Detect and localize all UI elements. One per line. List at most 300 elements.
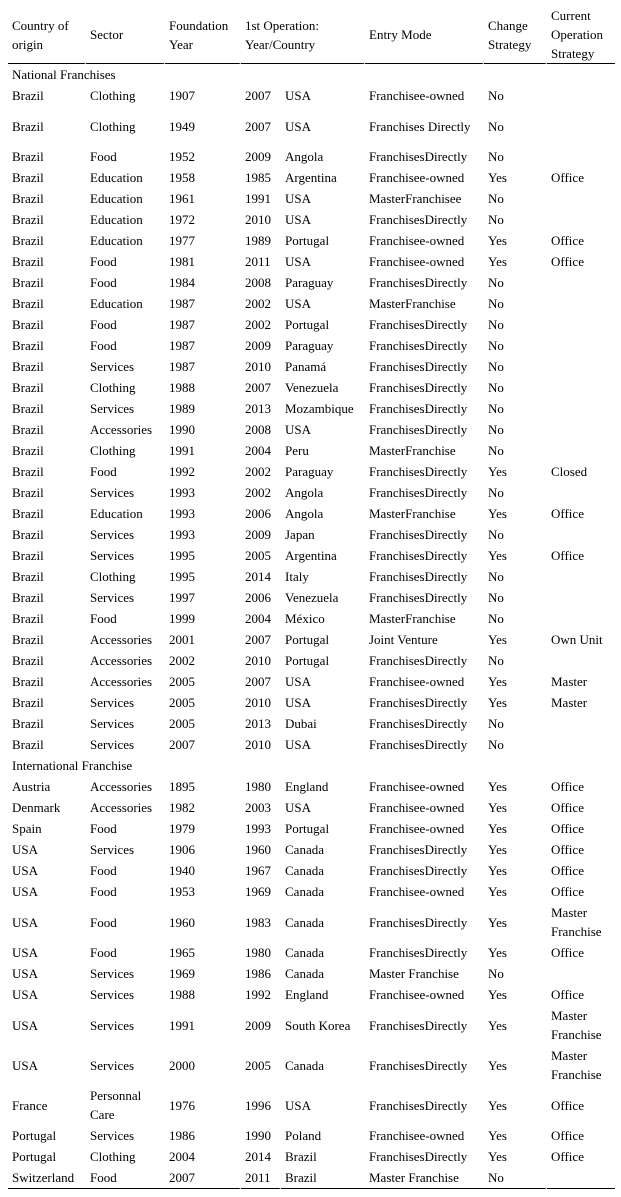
table-row: [8, 293, 615, 314]
cell-current-strategy: [547, 608, 615, 629]
cell-first-op-country: Canada: [285, 884, 324, 899]
cell-current-strategy: Office: [551, 800, 584, 815]
cell-foundation-year: 1972: [169, 212, 195, 227]
cell-first-op-country: Canada: [285, 842, 324, 857]
cell-first-op-country: México: [285, 611, 325, 626]
cell-change-strategy: Yes: [488, 506, 507, 521]
cell-entry-mode: FranchisesDirectly: [369, 863, 468, 878]
cell-first-op-country: USA: [285, 737, 312, 752]
cell-foundation-year: 2007: [169, 737, 195, 752]
cell-country: Brazil: [12, 149, 44, 164]
cell-change-strategy: No: [484, 1167, 547, 1189]
cell-country: France: [12, 1097, 48, 1113]
cell-change-strategy: Yes: [488, 779, 507, 794]
cell-foundation-year: 2002: [169, 653, 195, 668]
table-row: [8, 545, 615, 566]
cell-first-op-year: 2009: [245, 1017, 271, 1033]
cell-entry-mode: Franchisee-owned: [369, 674, 465, 689]
cell-first-op-year: 2013: [245, 401, 271, 416]
cell-current-strategy: Master Franchise: [551, 1008, 602, 1042]
table-row: [8, 167, 615, 188]
table-row: [8, 85, 615, 106]
cell-sector: Services: [90, 1128, 135, 1143]
table-row: [8, 524, 615, 545]
cell-current-strategy: [547, 398, 615, 419]
cell-country: USA: [12, 1057, 39, 1073]
cell-foundation-year: 2007: [165, 1167, 241, 1189]
cell-first-op-year: 1990: [245, 1128, 271, 1143]
cell-entry-mode: FranchisesDirectly: [369, 1017, 468, 1033]
cell-country: USA: [12, 914, 39, 930]
cell-foundation-year: 1987: [169, 317, 195, 332]
cell-current-strategy: Closed: [551, 464, 588, 479]
cell-country: USA: [12, 842, 39, 857]
cell-entry-mode: FranchisesDirectly: [369, 422, 468, 437]
table-row: [8, 272, 615, 293]
cell-current-strategy: Office: [551, 884, 584, 899]
table-row: [8, 482, 615, 503]
cell-first-op-year: 2007: [245, 674, 271, 689]
cell-current-strategy: [547, 209, 615, 230]
cell-country: Brazil: [12, 716, 44, 731]
table-row: [8, 860, 615, 881]
cell-first-op-country: USA: [285, 422, 312, 437]
cell-current-strategy: [547, 963, 615, 984]
cell-first-op-country: Japan: [285, 527, 315, 542]
cell-change-strategy: No: [488, 118, 504, 134]
table-row: [8, 566, 615, 587]
cell-country: Brazil: [12, 653, 44, 668]
cell-entry-mode: FranchisesDirectly: [369, 527, 468, 542]
cell-current-strategy: Office: [551, 863, 584, 878]
cell-entry-mode: MasterFranchise: [369, 611, 456, 626]
cell-foundation-year: 1999: [169, 611, 195, 626]
cell-entry-mode: FranchisesDirectly: [369, 338, 468, 353]
cell-sector: Services: [90, 1057, 135, 1073]
table-row: [8, 146, 615, 167]
cell-change-strategy: No: [488, 212, 504, 227]
cell-foundation-year: 1988: [169, 987, 195, 1002]
cell-foundation-year: 2005: [169, 674, 195, 689]
cell-sector: Food: [90, 317, 117, 332]
cell-foundation-year: 1977: [169, 233, 195, 248]
cell-sector: Services: [90, 485, 135, 500]
table-row: [8, 1146, 615, 1167]
cell-current-strategy: [547, 356, 615, 377]
table-row: [8, 1167, 615, 1189]
franchise-table-container: [8, 6, 615, 1189]
header-country-of-origin: Country of origin: [8, 6, 86, 64]
cell-first-op-country: USA: [285, 695, 312, 710]
cell-current-strategy: Master: [551, 695, 588, 710]
cell-country: Brazil: [12, 118, 44, 134]
cell-current-strategy: [547, 482, 615, 503]
cell-current-strategy: Office: [551, 945, 584, 960]
cell-current-strategy: [547, 440, 615, 461]
cell-change-strategy: Yes: [488, 987, 507, 1002]
cell-entry-mode: Master Franchise: [369, 966, 459, 981]
cell-first-op-country: Italy: [285, 569, 309, 584]
cell-first-op-year: 2014: [245, 1149, 271, 1164]
cell-entry-mode: Franchisee-owned: [369, 1128, 465, 1143]
table-row: [8, 671, 615, 692]
cell-first-op-country: England: [285, 987, 329, 1002]
cell-current-strategy: Office: [551, 233, 584, 248]
cell-sector: Food: [90, 464, 117, 479]
cell-change-strategy: No: [488, 737, 504, 752]
cell-first-op-year: 1992: [245, 987, 271, 1002]
cell-current-strategy: Office: [551, 1128, 584, 1143]
cell-country: Brazil: [12, 443, 44, 458]
cell-sector: Food: [86, 1167, 165, 1189]
cell-country: Brazil: [12, 275, 44, 290]
cell-foundation-year: 1953: [169, 884, 195, 899]
cell-foundation-year: 1987: [169, 359, 195, 374]
cell-sector: Clothing: [90, 88, 136, 103]
cell-entry-mode: FranchisesDirectly: [369, 945, 468, 960]
table-row: [8, 713, 615, 734]
cell-first-op-year: 1967: [245, 863, 271, 878]
cell-country: Brazil: [12, 611, 44, 626]
cell-current-strategy: [547, 146, 615, 167]
cell-entry-mode: FranchisesDirectly: [369, 1149, 468, 1164]
cell-sector: Clothing: [90, 1149, 136, 1164]
cell-current-strategy: [547, 188, 615, 209]
cell-sector: Education: [90, 233, 143, 248]
cell-change-strategy: No: [488, 275, 504, 290]
cell-current-strategy: Master Franchise: [551, 905, 602, 939]
cell-country: Brazil: [12, 170, 44, 185]
cell-current-strategy: Own Unit: [551, 632, 603, 647]
table-row: [8, 776, 615, 797]
cell-sector: Accessories: [90, 674, 153, 689]
cell-entry-mode: MasterFranchise: [369, 506, 456, 521]
cell-entry-mode: FranchisesDirectly: [369, 1057, 468, 1073]
cell-sector: Clothing: [90, 380, 136, 395]
cell-sector: Education: [90, 296, 143, 311]
cell-foundation-year: 1952: [169, 149, 195, 164]
cell-entry-mode: MasterFranchise: [369, 443, 456, 458]
section-row: [8, 64, 615, 85]
cell-country: USA: [12, 966, 39, 981]
cell-first-op-country: Portugal: [285, 632, 330, 647]
cell-current-strategy: [547, 419, 615, 440]
cell-foundation-year: 1997: [169, 590, 195, 605]
cell-current-strategy: [547, 272, 615, 293]
cell-sector: Food: [90, 611, 117, 626]
cell-entry-mode: FranchisesDirectly: [369, 485, 468, 500]
cell-foundation-year: 2005: [169, 716, 195, 731]
cell-entry-mode: MasterFranchise: [369, 296, 456, 311]
cell-change-strategy: No: [488, 88, 504, 103]
cell-current-strategy: [547, 85, 615, 106]
cell-sector: Services: [90, 737, 135, 752]
franchise-table: [8, 6, 615, 1189]
cell-sector: Food: [90, 884, 117, 899]
table-row: [8, 984, 615, 1005]
cell-change-strategy: Yes: [488, 1097, 507, 1113]
cell-current-strategy: [547, 293, 615, 314]
cell-country: Brazil: [12, 212, 44, 227]
cell-sector: Education: [90, 170, 143, 185]
cell-change-strategy: Yes: [488, 1057, 507, 1073]
table-row: [8, 629, 615, 650]
header-entry-mode: Entry Mode: [365, 6, 484, 64]
cell-entry-mode: FranchisesDirectly: [369, 1097, 468, 1113]
cell-sector: Services: [90, 359, 135, 374]
cell-foundation-year: 1895: [169, 779, 195, 794]
cell-first-op-country: Angola: [285, 506, 324, 521]
cell-first-op-country: USA: [285, 118, 312, 134]
cell-first-op-country: Peru: [285, 443, 309, 458]
cell-first-op-year: 2010: [245, 212, 271, 227]
table-row: [8, 587, 615, 608]
cell-first-op-year: 1996: [245, 1097, 271, 1113]
cell-first-op-country: England: [285, 779, 329, 794]
cell-entry-mode: FranchisesDirectly: [369, 695, 468, 710]
cell-first-op-country: USA: [285, 1097, 312, 1113]
cell-country: Brazil: [12, 380, 44, 395]
cell-sector: Accessories: [90, 632, 153, 647]
cell-first-op-year: 2009: [245, 338, 271, 353]
cell-foundation-year: 1990: [169, 422, 195, 437]
cell-current-strategy: Office: [551, 842, 584, 857]
cell-change-strategy: No: [488, 317, 504, 332]
cell-current-strategy: Office: [551, 821, 584, 836]
cell-first-op-year: 2010: [245, 737, 271, 752]
cell-entry-mode: FranchisesDirectly: [369, 401, 468, 416]
cell-foundation-year: 1987: [169, 338, 195, 353]
cell-sector: Food: [90, 914, 117, 930]
table-row: [8, 209, 615, 230]
cell-first-op-country: USA: [285, 191, 312, 206]
cell-first-op-country: Canada: [285, 1057, 324, 1073]
cell-sector: Services: [90, 716, 135, 731]
cell-first-op-year: 2010: [245, 695, 271, 710]
cell-foundation-year: 1992: [169, 464, 195, 479]
cell-entry-mode: Joint Venture: [369, 632, 438, 647]
cell-change-strategy: No: [488, 716, 504, 731]
cell-entry-mode: FranchisesDirectly: [369, 653, 468, 668]
cell-foundation-year: 1906: [169, 842, 195, 857]
cell-sector: Food: [90, 821, 117, 836]
cell-first-op-country: Angola: [285, 149, 324, 164]
cell-change-strategy: Yes: [488, 233, 507, 248]
cell-foundation-year: 1940: [169, 863, 195, 878]
cell-entry-mode: Franchisee-owned: [369, 88, 465, 103]
cell-change-strategy: No: [488, 359, 504, 374]
table-row: [8, 251, 615, 272]
cell-first-op-year: 2005: [245, 548, 271, 563]
table-row: [8, 1005, 615, 1045]
cell-country: Brazil: [12, 632, 44, 647]
cell-country: Switzerland: [8, 1167, 86, 1189]
cell-first-op-year: 2002: [245, 485, 271, 500]
cell-first-op-year: 1980: [245, 945, 271, 960]
cell-change-strategy: No: [488, 149, 504, 164]
cell-first-op-country: Paraguay: [285, 338, 334, 353]
cell-sector: Services: [90, 1017, 135, 1033]
cell-first-op-year: 2011: [241, 1167, 281, 1189]
cell-current-strategy: [547, 713, 615, 734]
cell-country: Denmark: [12, 800, 61, 815]
cell-entry-mode: FranchisesDirectly: [369, 737, 468, 752]
cell-entry-mode: FranchisesDirectly: [369, 149, 468, 164]
table-row: [8, 314, 615, 335]
cell-sector: Accessories: [90, 422, 153, 437]
cell-first-op-country: USA: [285, 88, 312, 103]
cell-first-op-year: 2008: [245, 422, 271, 437]
cell-country: USA: [12, 945, 39, 960]
cell-current-strategy: Office: [551, 548, 584, 563]
cell-first-op-country: Mozambique: [285, 401, 354, 416]
cell-entry-mode: FranchisesDirectly: [369, 359, 468, 374]
cell-first-op-year: 1989: [245, 233, 271, 248]
cell-sector: Accessories: [90, 653, 153, 668]
cell-first-op-country: Venezuela: [285, 380, 339, 395]
table-row: [8, 734, 615, 755]
cell-country: Brazil: [12, 548, 44, 563]
cell-foundation-year: 1969: [169, 966, 195, 981]
cell-foundation-year: 1961: [169, 191, 195, 206]
cell-entry-mode: FranchisesDirectly: [369, 569, 468, 584]
cell-sector: Education: [90, 506, 143, 521]
cell-entry-mode: FranchisesDirectly: [369, 275, 468, 290]
cell-sector: Personnal Care: [90, 1088, 142, 1122]
cell-country: Brazil: [12, 527, 44, 542]
cell-country: Brazil: [12, 338, 44, 353]
cell-first-op-country: Canada: [285, 966, 324, 981]
cell-first-op-year: 2014: [245, 569, 271, 584]
cell-entry-mode: FranchisesDirectly: [369, 464, 468, 479]
cell-foundation-year: 1986: [169, 1128, 195, 1143]
cell-change-strategy: No: [488, 296, 504, 311]
table-row: [8, 188, 615, 209]
cell-sector: Accessories: [90, 800, 153, 815]
cell-sector: Food: [90, 254, 117, 269]
cell-first-op-year: 2008: [245, 275, 271, 290]
cell-entry-mode: Franchisee-owned: [369, 779, 465, 794]
cell-entry-mode: Franchisee-owned: [369, 254, 465, 269]
cell-first-op-country: Argentina: [285, 548, 337, 563]
cell-current-strategy: [547, 587, 615, 608]
cell-foundation-year: 1993: [169, 485, 195, 500]
cell-current-strategy: Office: [551, 1097, 584, 1113]
cell-foundation-year: 1991: [169, 443, 195, 458]
cell-entry-mode: Franchisee-owned: [369, 821, 465, 836]
cell-first-op-country: Canada: [285, 945, 324, 960]
cell-first-op-year: 2009: [245, 149, 271, 164]
table-header-row: [8, 6, 615, 64]
cell-first-op-year: 2007: [245, 632, 271, 647]
cell-first-op-year: 2007: [245, 88, 271, 103]
cell-sector: Services: [90, 401, 135, 416]
cell-country: Spain: [12, 821, 42, 836]
table-row: [8, 650, 615, 671]
cell-current-strategy: [547, 566, 615, 587]
cell-change-strategy: Yes: [488, 254, 507, 269]
cell-country: Brazil: [12, 674, 44, 689]
cell-change-strategy: Yes: [488, 170, 507, 185]
cell-first-op-year: 1993: [245, 821, 271, 836]
table-row: [8, 419, 615, 440]
cell-foundation-year: 2000: [169, 1057, 195, 1073]
cell-first-op-country: USA: [285, 254, 312, 269]
cell-country: Brazil: [12, 191, 44, 206]
cell-entry-mode: FranchisesDirectly: [369, 842, 468, 857]
cell-sector: Clothing: [90, 118, 136, 134]
cell-change-strategy: No: [488, 191, 504, 206]
cell-first-op-country: Portugal: [285, 233, 330, 248]
table-row: [8, 356, 615, 377]
cell-entry-mode: FranchisesDirectly: [369, 716, 468, 731]
cell-foundation-year: 2001: [169, 632, 195, 647]
cell-change-strategy: No: [488, 569, 504, 584]
cell-change-strategy: No: [488, 966, 504, 981]
cell-current-strategy: [547, 335, 615, 356]
cell-foundation-year: 2005: [169, 695, 195, 710]
cell-entry-mode: FranchisesDirectly: [369, 380, 468, 395]
cell-current-strategy: [547, 734, 615, 755]
cell-foundation-year: 2004: [169, 1149, 195, 1164]
cell-country: Brazil: [12, 422, 44, 437]
cell-foundation-year: 1949: [169, 118, 195, 134]
table-row: [8, 963, 615, 984]
cell-entry-mode: Franchisee-owned: [369, 170, 465, 185]
cell-country: Brazil: [12, 296, 44, 311]
cell-first-op-year: 2005: [245, 1057, 271, 1073]
cell-first-op-year: 2004: [245, 443, 271, 458]
cell-foundation-year: 1995: [169, 569, 195, 584]
table-row: [8, 398, 615, 419]
cell-first-op-country: Canada: [285, 914, 324, 930]
cell-first-op-year: 1983: [245, 914, 271, 930]
cell-country: Brazil: [12, 233, 44, 248]
section-title: International Franchise: [12, 758, 133, 773]
cell-current-strategy: [547, 650, 615, 671]
cell-change-strategy: Yes: [488, 674, 507, 689]
cell-sector: Services: [90, 695, 135, 710]
cell-first-op-year: 2011: [245, 254, 271, 269]
cell-sector: Clothing: [90, 569, 136, 584]
cell-first-op-country: South Korea: [285, 1017, 351, 1033]
cell-change-strategy: Yes: [488, 1017, 507, 1033]
cell-current-strategy: [547, 524, 615, 545]
table-row: [8, 1125, 615, 1146]
cell-current-strategy: Master Franchise: [551, 1048, 602, 1082]
cell-first-op-year: 1986: [245, 966, 271, 981]
cell-first-op-year: 2002: [245, 317, 271, 332]
cell-sector: Food: [90, 275, 117, 290]
cell-sector: Services: [90, 987, 135, 1002]
cell-first-op-country: Brazil: [285, 1149, 317, 1164]
cell-first-op-year: 2006: [245, 506, 271, 521]
cell-first-op-country: Portugal: [285, 653, 330, 668]
cell-change-strategy: No: [488, 380, 504, 395]
cell-entry-mode: FranchisesDirectly: [369, 590, 468, 605]
cell-entry-mode: Franchisee-owned: [369, 233, 465, 248]
table-body: [8, 64, 615, 1189]
cell-foundation-year: 1981: [169, 254, 195, 269]
cell-entry-mode: MasterFranchisee: [369, 191, 462, 206]
cell-first-op-country: Paraguay: [285, 275, 334, 290]
cell-change-strategy: No: [488, 422, 504, 437]
header-current-operation-strategy: Current Operation Strategy: [547, 6, 615, 64]
cell-sector: Education: [90, 191, 143, 206]
section-row: [8, 755, 615, 776]
cell-foundation-year: 1988: [169, 380, 195, 395]
table-row: [8, 797, 615, 818]
